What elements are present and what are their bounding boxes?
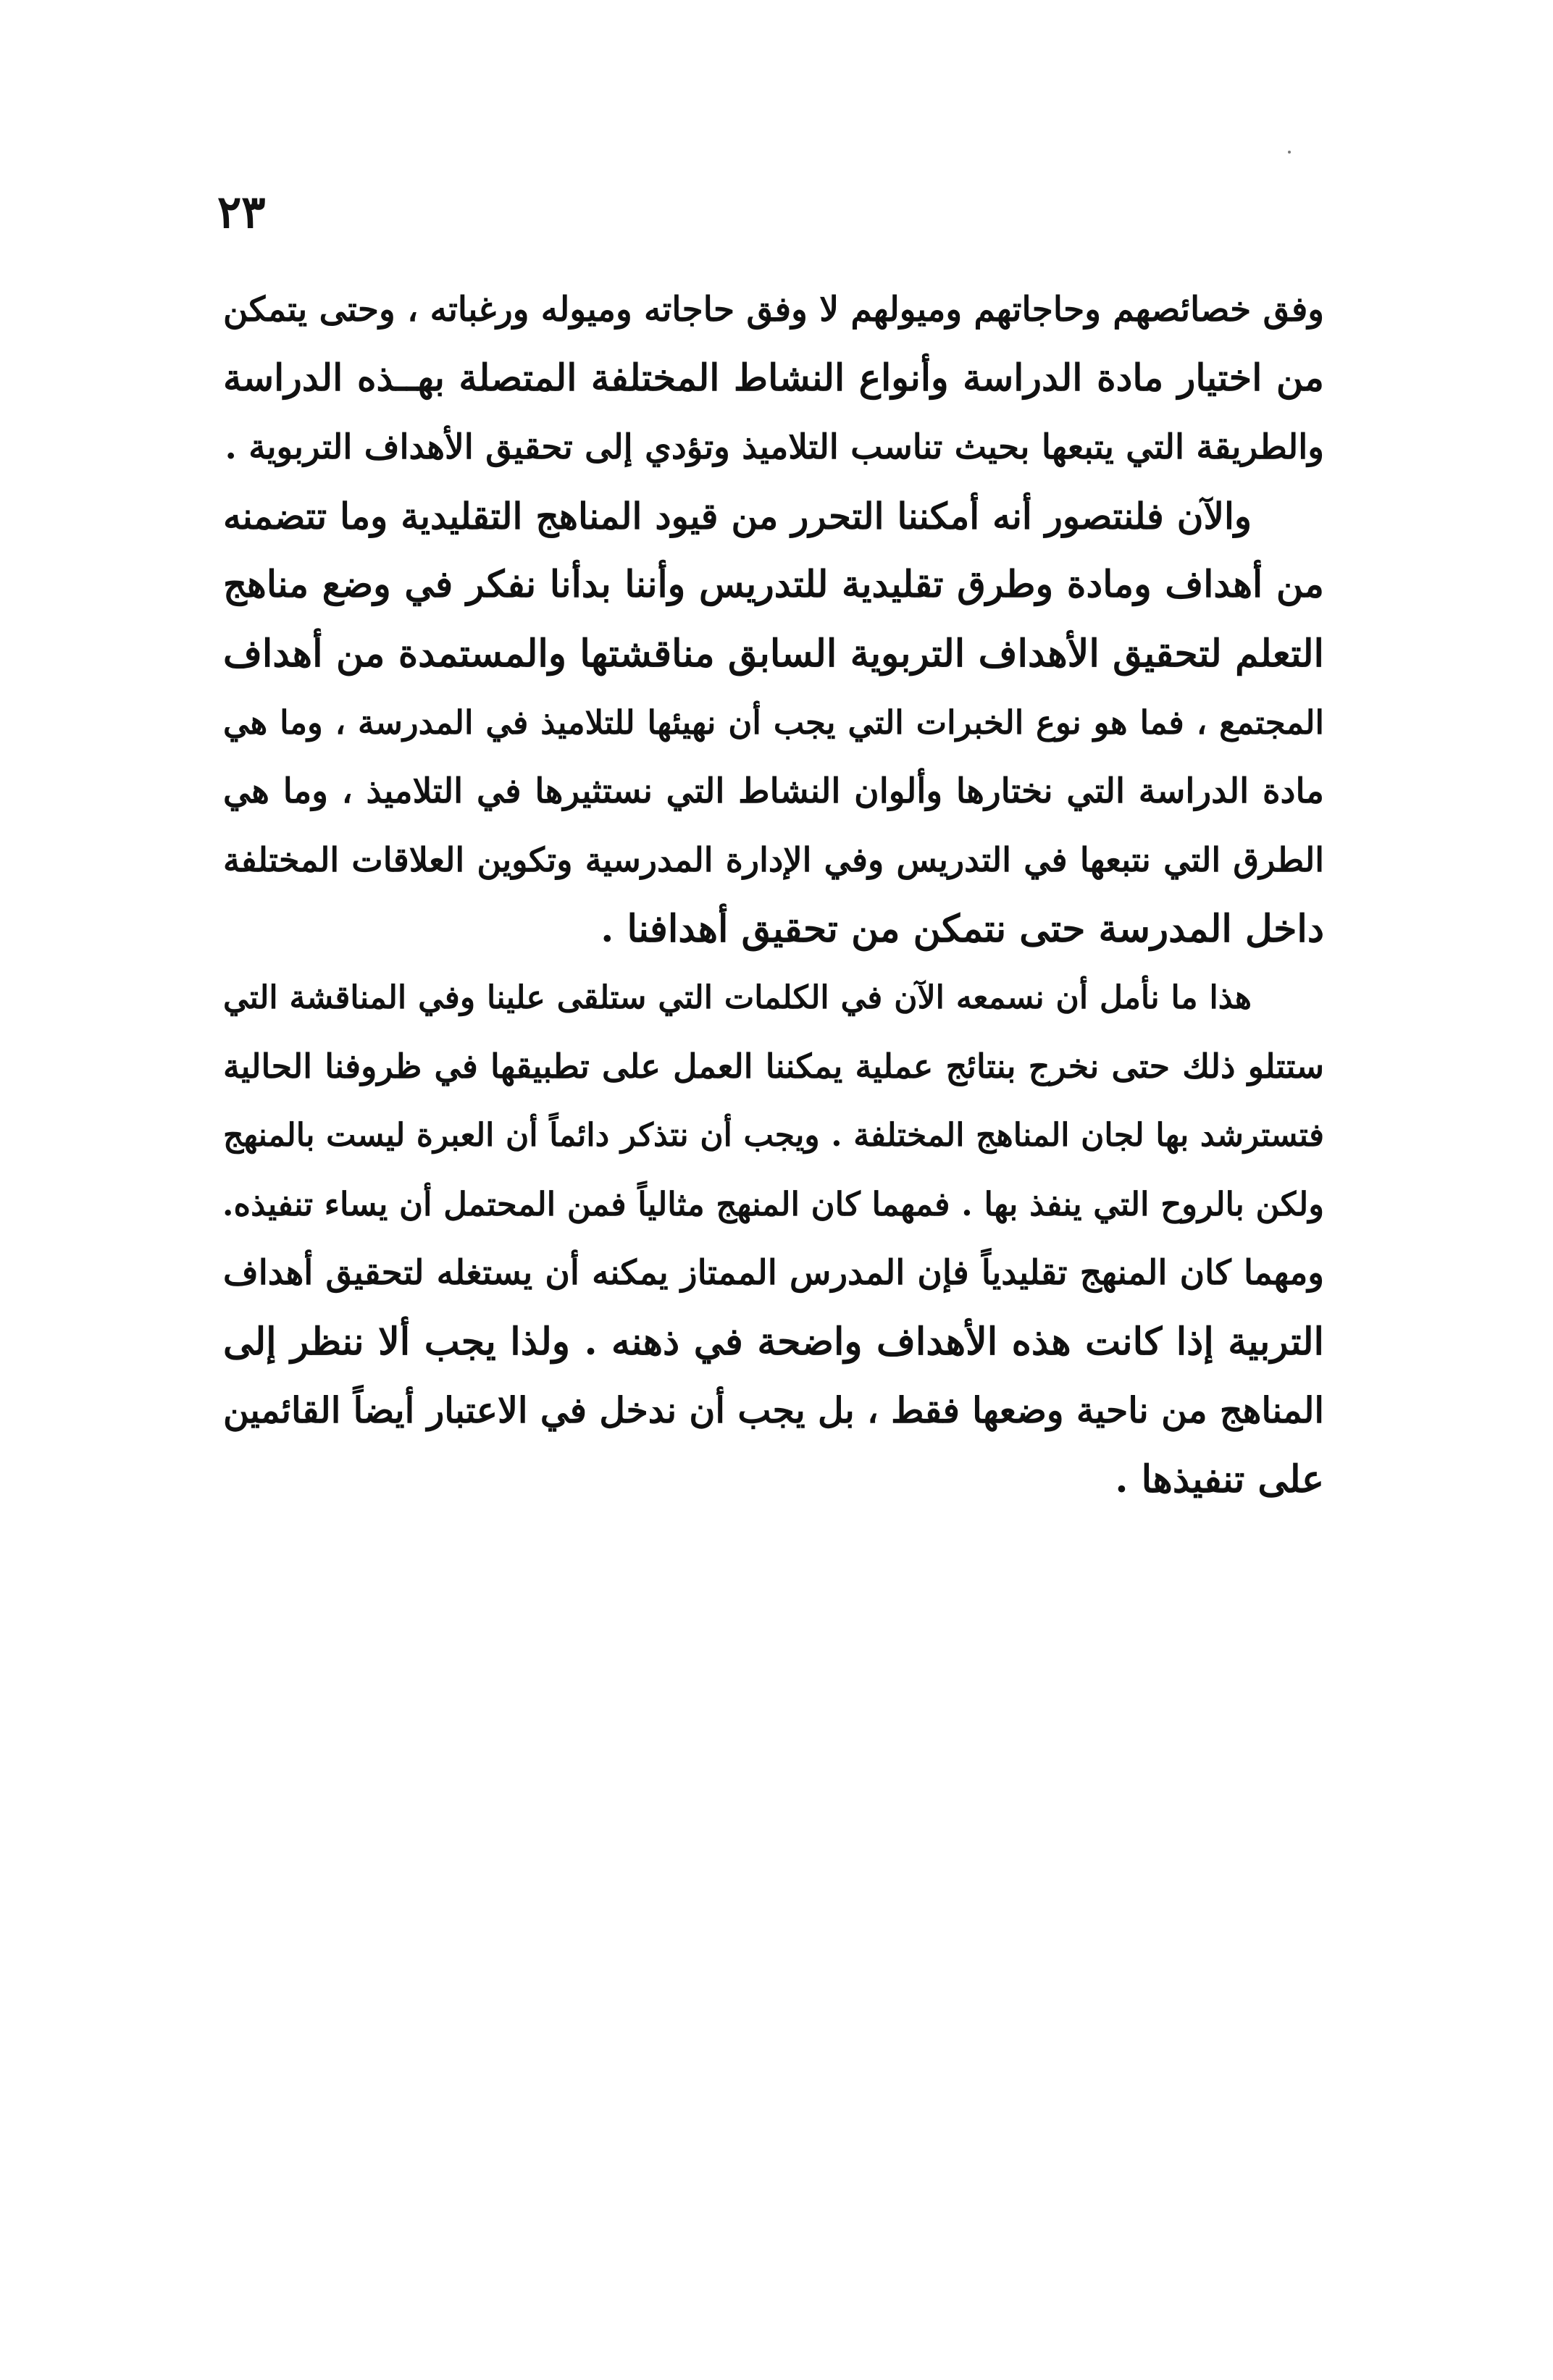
text-line: وفق خصائصهم وحاجاتهم وميولهم لا وفق حاجاته وميوله ورغباته ، وحتى يتمكن	[223, 290, 1324, 330]
scan-speck	[1288, 151, 1291, 154]
text-line: والطريقة التي يتبعها بحيث تناسب التلاميذ وتؤدي إلى تحقيق الأهداف التربوية .	[225, 427, 1324, 467]
text-line: الطرق التي نتبعها في التدريس وفي الإدارة المدرسية وتكوين العلاقات المختلفة	[223, 840, 1324, 879]
body-text	[223, 275, 1324, 1514]
text-line: مادة الدراسة التي نختارها وألوان النشاط التي نستثيرها في التلاميذ ، وما هي	[223, 771, 1324, 811]
text-line: فتسترشد بها لجان المناهج المختلفة . ويجب أن نتذكر دائماً أن العبرة ليست بالمنهج	[223, 1117, 1324, 1154]
text-line: من اختيار مادة الدراسة وأنواع النشاط المختلفة المتصلة بهــذه الدراسة	[223, 356, 1324, 400]
page-number: ٢٣	[217, 185, 266, 238]
text-line: ولكن بالروح التي ينفذ بها . فمهما كان المنهج مثالياً فمن المحتمل أن يساء تنفيذه.	[222, 1185, 1324, 1223]
text-line: التربية إذا كانت هذه الأهداف واضحة في ذهنه . ولذا يجب ألا ننظر إلى	[223, 1320, 1324, 1364]
text-line: هذا ما نأمل أن نسمعه الآن في الكلمات التي ستلقى علينا وفي المناقشة التي	[223, 979, 1252, 1016]
text-line: المناهج من ناحية وضعها فقط ، بل يجب أن ندخل في الاعتبار أيضاً القائمين	[223, 1389, 1324, 1431]
text-line: ومهما كان المنهج تقليدياً فإن المدرس الممتاز يمكنه أن يستغله لتحقيق أهداف	[223, 1253, 1324, 1293]
text-line: والآن فلنتصور أنه أمكننا التحرر من قيود المناهج التقليدية وما تتضمنه	[223, 495, 1252, 537]
text-line: التعلم لتحقيق الأهداف التربوية السابق مناقشتها والمستمدة من أهداف	[223, 632, 1324, 676]
text-line: من أهداف ومادة وطرق تقليدية للتدريس وأننا بدأنا نفكر في وضع مناهج	[223, 563, 1324, 606]
text-line: على تنفيذها .	[1115, 1457, 1324, 1501]
text-line: المجتمع ، فما هو نوع الخبرات التي يجب أن نهيئها للتلاميذ في المدرسة ، وما هي	[223, 703, 1324, 742]
text-line: داخل المدرسة حتى نتمكن من تحقيق أهدافنا .	[600, 907, 1324, 951]
text-line: ستتلو ذلك حتى نخرج بنتائج عملية يمكننا العمل على تطبيقها في ظروفنا الحالية	[223, 1047, 1324, 1086]
